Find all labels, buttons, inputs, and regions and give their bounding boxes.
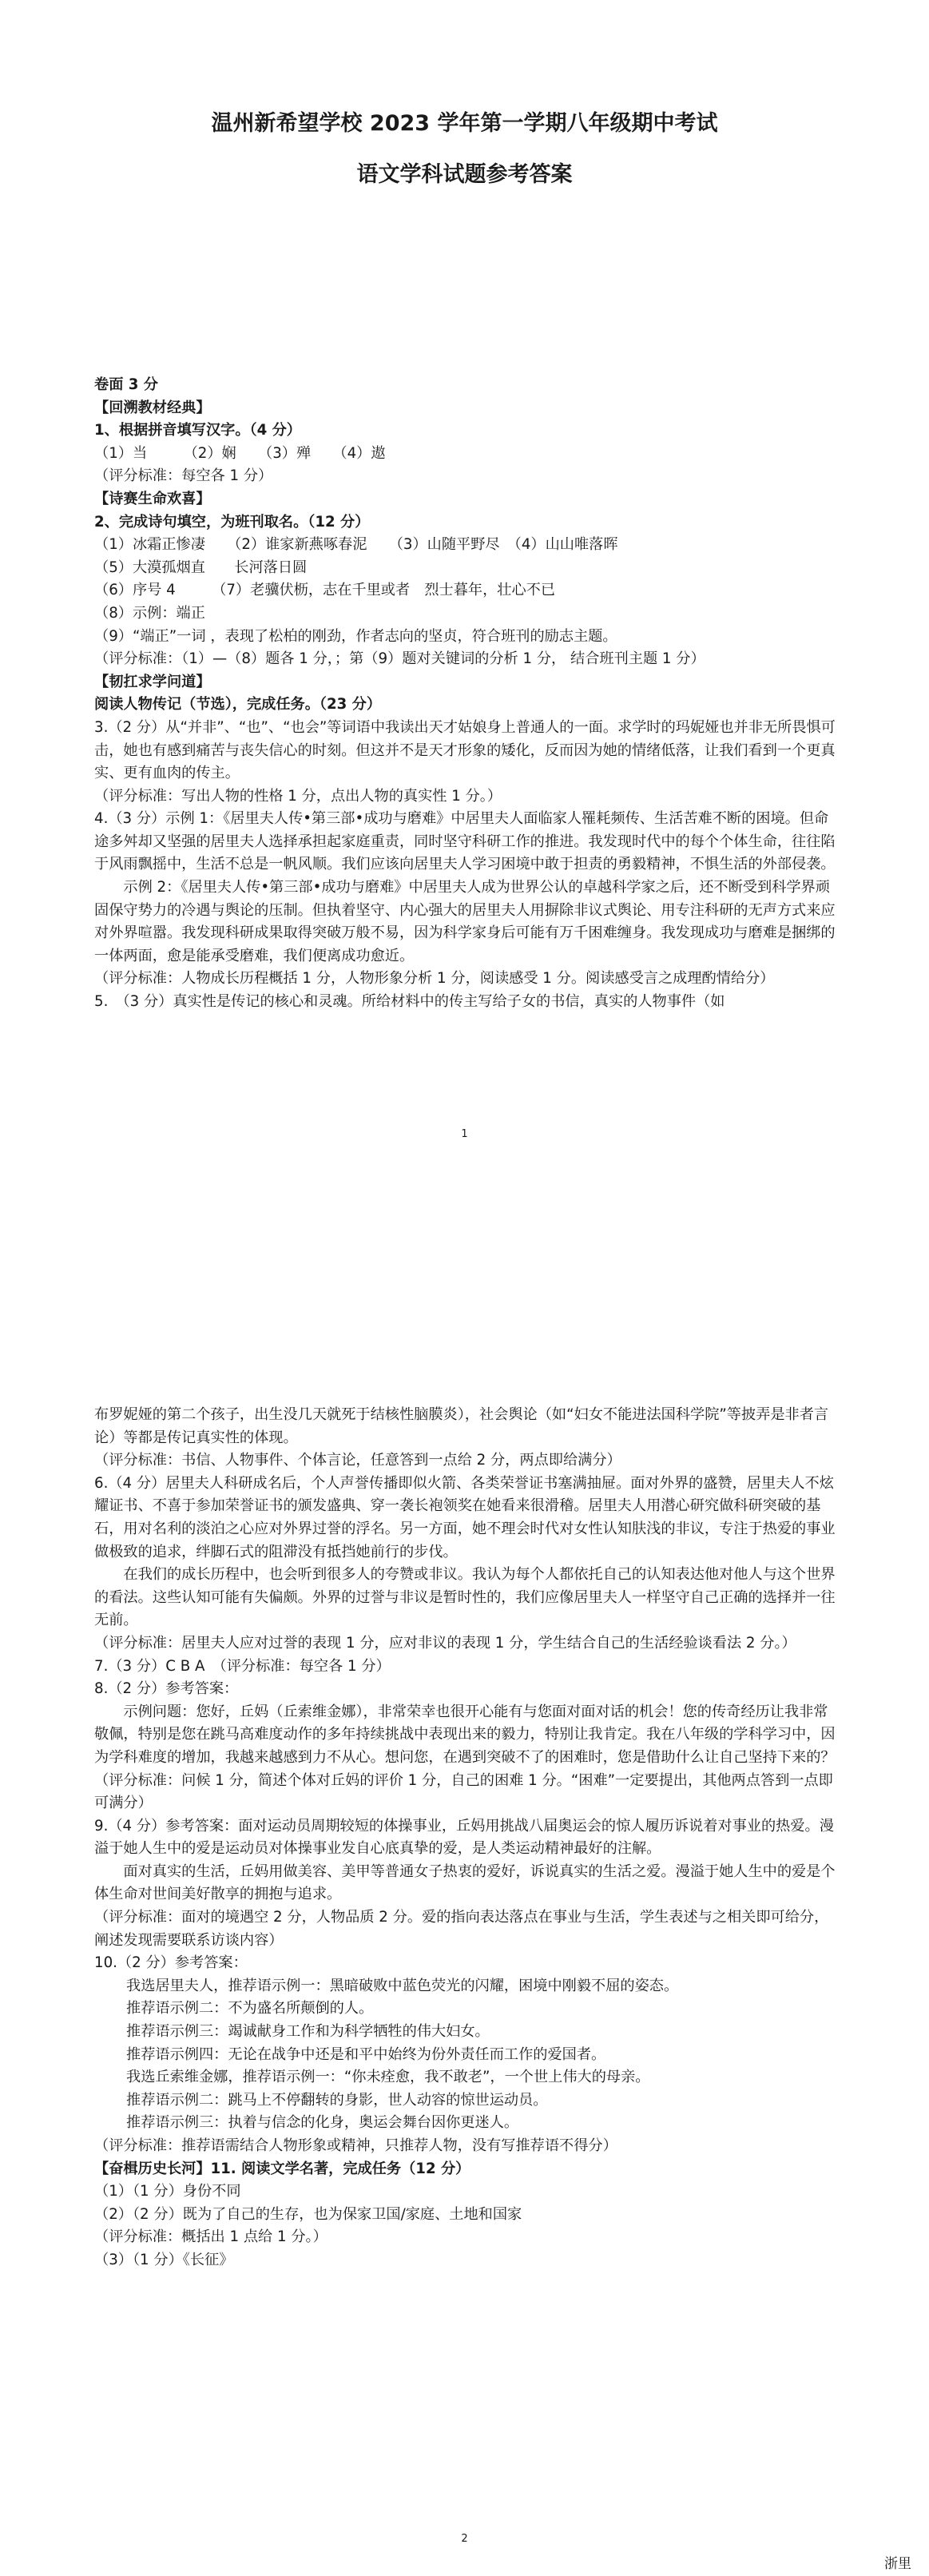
answer-line: 2、完成诗句填空，为班刊取名。（12 分） [94,513,370,531]
exam-subtitle: 语文学科试题参考答案 [356,162,573,187]
answer-line: 10.（2 分）参考答案： [94,1954,248,1972]
answer-line: 7.（3 分）C B A （评分标准：每空各 1 分） [94,1657,391,1675]
answer-line: 推荐语示例三：竭诚献身工作和为科学牺牲的伟大妇女。 [126,2023,490,2041]
answer-line: （评分标准：概括出 1 点给 1 分。） [94,2228,328,2246]
answer-line: （评分标准：（1）—（8）题各 1 分，；第（9）题对关键词的分析 1 分， 结合班刊主题 1 分） [94,650,705,668]
exam-title: 温州新希望学校 2023 学年第一学期八年级期中考试 [211,111,718,136]
answer-line: 【韧扛求学问道】 [94,673,211,690]
answer-line: 【回溯教材经典】 [94,399,211,416]
page-number-1: 1 [461,1128,468,1140]
answer-line: （6）序号 4 （7）老骥伏枥，志在千里或者 烈士暮年，壮心不已 [94,582,556,599]
answer-line: 【奋楫历史长河】11. 阅读文学名著，完成任务（12 分） [94,2160,470,2177]
answer-line: 阅读人物传记（节选），完成任务。（23 分） [94,696,382,714]
answer-line: （3）（1 分）《长征》 [94,2251,234,2268]
answer-line: 推荐语示例四：无论在战争中还是和平中始终为份外责任而工作的爱国者。 [126,2045,606,2063]
answer-line: 3.（2 分）从“并非”、“也”、“也会”等词语中我读出天才姑娘身上普通人的一面。求学时的玛妮娅也并非无所畏惧可击，她也有感到痛苦与丧失信心的时刻。但这并不是天才形象的矮化，反而因为她的情绪低落，让我们看到一个更真实、更有血肉的传主。 [94,718,836,782]
page2-content [94,1404,837,2272]
answer-line: 我选丘索维金娜，推荐语示例一：“你未痊愈，我不敢老”，一个世上伟大的母亲。 [126,2069,650,2086]
answer-line: 【诗赛生命欢喜】 [94,490,211,507]
answer-line: （评分标准：推荐语需结合人物形象或精神，只推荐人物，没有写推荐语不得分） [94,2137,617,2154]
answer-line: 1、根据拼音填写汉字。（4 分） [94,422,301,439]
answer-line: （2）（2 分）既为了自己的生存，也为保家卫国/家庭、土地和国家 [94,2205,522,2223]
answer-line: （评分标准：人物成长历程概括 1 分，人物形象分析 1 分，阅读感受 1 分。阅读感受言之成理酌情给分） [94,970,775,988]
answer-line: 5. （3 分）真实性是传记的核心和灵魂。所给材料中的传主写给子女的书信，真实的人物事件（如 [94,993,725,1011]
answer-line: （1）（1 分）身份不同 [94,2183,241,2200]
answer-line: 在我们的成长历程中，也会听到很多人的夸赞或非议。我认为每个人都依托自己的认知表达他对他人与这个世界的看法。这些认知可能有失偏颇。外界的过誉与非议是暂时性的，我们应像居里夫人一样坚守自己正确的选择并一往无前。 [94,1566,836,1629]
answer-line: （评分标准：书信、人物事件、个体言论，任意答到一点给 2 分，两点即给满分） [94,1452,621,1469]
answer-line: 推荐语示例二：跳马上不停翻转的身影，世人动容的惊世运动员。 [126,2091,548,2109]
page-number-2: 2 [461,2533,468,2545]
answer-line: （8）示例：端正 [94,604,205,622]
answer-line: 我选居里夫人，推荐语示例一：黑暗破败中蓝色荧光的闪耀，困境中刚毅不屈的姿态。 [126,1977,679,1994]
answer-line: （1）冰霜正惨凄 （2）谁家新燕啄春泥 （3）山随平野尽 （4）山山唯落晖 [94,536,618,554]
answer-line: 4.（3 分）示例 1：《居里夫人传•第三部•成功与磨难》中居里夫人面临家人罹耗频传、生活苦难不断的困境。但命途多舛却又坚强的居里夫人选择承担起家庭重责，同时坚守科研工作的推进。我发现时代中的每个个体生命，往往陷于风雨飘摇中，生活不总是一帆风顺。我们应该向居里夫人学习困境中敢于担责的勇毅精神，不惧生活的外部侵袭。 [94,810,836,873]
answer-line: 示例 2：《居里夫人传•第三部•成功与磨难》中居里夫人成为世界公认的卓越科学家之后，还不断受到科学界顽固保守势力的冷遇与舆论的压制。但执着坚守、内心强大的居里夫人用摒除非议式舆论、用专注科研的无声方式来应对外界喧嚣。我发现科研成果取得突破万般不易，因为科学家身后可能有万千困难缠身。我发现成功与磨难是捆绑的一体两面，愈是能承受磨难，我们便离成功愈近。 [94,879,836,964]
answer-line: （5）大漠孤烟直 长河落日圆 [94,559,308,576]
answer-line: 推荐语示例三：执着与信念的化身，奥运会舞台因你更迷人。 [126,2114,519,2132]
answer-line: （评分标准：面对的境遇空 2 分，人物品质 2 分。爱的指向表达落点在事业与生活，学生表述与之相关即可给分，阐述发现需要联系访谈内容） [94,1909,829,1949]
page1-content [94,374,837,1014]
answer-line: （评分标准：写出人物的性格 1 分，点出人物的真实性 1 分。） [94,787,502,805]
answer-line: （评分标准：居里夫人应对过誉的表现 1 分，应对非议的表现 1 分，学生结合自己的生活经验谈看法 2 分。） [94,1634,796,1652]
corner-watermark-text: 浙里 [884,2556,911,2572]
answer-line: （评分标准：每空各 1 分） [94,467,273,485]
answer-line: 卷面 3 分 [94,376,158,393]
answer-line: 布罗妮娅的第二个孩子，出生没几天就死于结核性脑膜炎），社会舆论（如“妇女不能进法国科学院”等披弄是非者言论）等都是传记真实性的体现。 [94,1406,829,1446]
answer-line: 示例问题：您好，丘妈（丘索维金娜），非常荣幸也很开心能有与您面对面对话的机会！您的传奇经历让我非常敬佩，特别是您在跳马高难度动作的多年持续挑战中表现出来的毅力，特别让我肯定。我在八年级的学科学习中，因为学科难度的增加，我越来越感到力不从心。想问您，在遇到突破不了的困难时，您是借助什么让自己坚持下来的？ [94,1703,836,1766]
answer-line: 6.（4 分）居里夫人科研成名后，个人声誉传播即似火箭、各类荣誉证书塞满抽屉。面对外界的盛赞，居里夫人不炫耀证书、不喜于参加荣誉证书的颁发盛典、穿一袭长袍领奖在她看来很滑稽。居里夫人用潜心研究做科研突破的基石，用对名利的淡泊之心应对外界过誉的浮名。另一方面，她不理会时代对女性认知肤浅的非议，专注于热爱的事业做极致的追求，绊脚石式的阻滞没有抵挡她前行的步伐。 [94,1474,836,1560]
answer-line: （1）当 （2）娴 （3）殚 （4）遨 [94,444,386,462]
answer-line: 9.（4 分）参考答案：面对运动员周期较短的体操事业，丘妈用挑战八届奥运会的惊人履历诉说着对事业的热爱。漫溢于她人生中的爱是运动员对体操事业发自心底真挚的爱，是人类运动精神最好的注解。 [94,1817,834,1858]
answer-line: 面对真实的生活，丘妈用做美容、美甲等普通女子热衷的爱好，诉说真实的生活之爱。漫溢于她人生中的爱是个体生命对世间美好散享的拥抱与追求。 [94,1862,836,1903]
answer-line: （评分标准：问候 1 分，简述个体对丘妈的评价 1 分，自己的困难 1 分。“困难”一定要提出，其他两点答到一点即可满分） [94,1771,833,1812]
answer-line: 推荐语示例二：不为盛名所颠倒的人。 [126,2000,374,2017]
answer-line: 8.（2 分）参考答案： [94,1680,239,1698]
answer-line: （9）“端正”一词 ，表现了松柏的刚劲，作者志向的坚贞，符合班刊的励志主题。 [94,627,617,645]
